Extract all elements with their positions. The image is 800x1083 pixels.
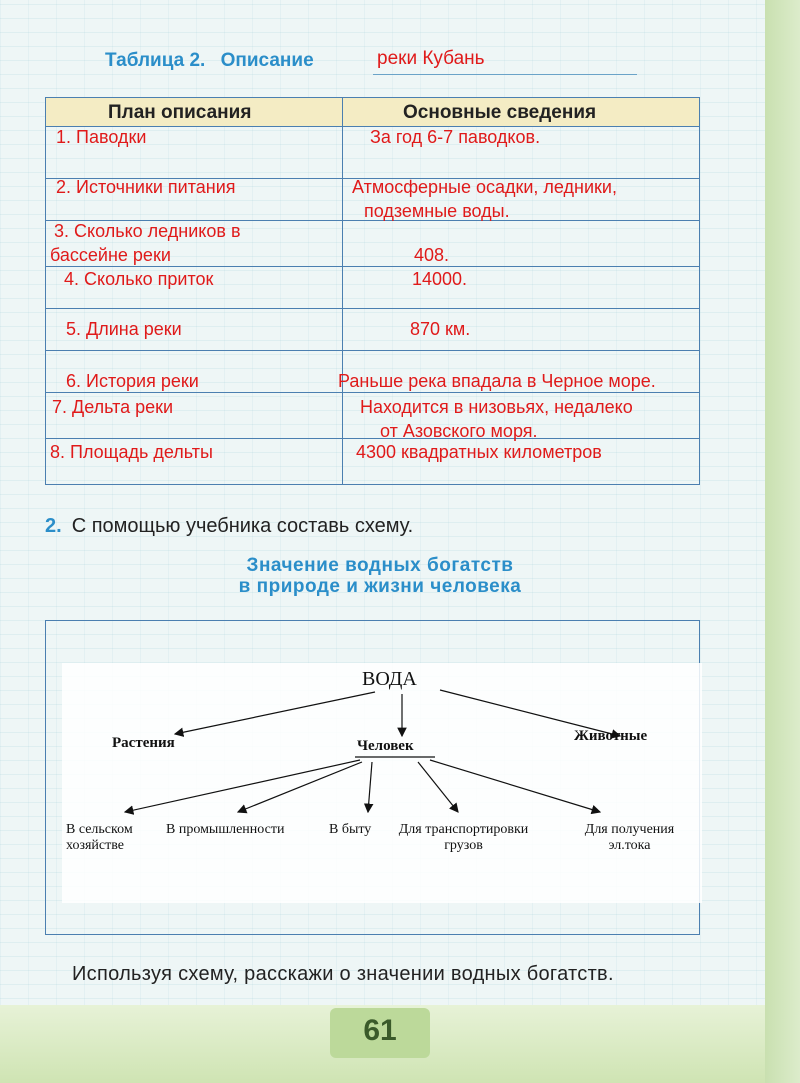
scheme-title-line1: Значение водных богатств [246,555,514,576]
scheme-title-line2: в природе и жизни человека [238,576,522,597]
task-number: 2. [45,515,62,537]
arrow-to-electricity [430,760,600,812]
table-title-answer: реки Кубань [373,48,637,75]
table-cell-info: Находится в низовьях, недалеко [360,397,633,417]
table-cell-plan: 3. Сколько ледников в [54,221,241,241]
table-cell-plan: 2. Источники питания [56,177,236,197]
table-cell-info: от Азовского моря. [380,421,538,441]
scheme-node-plants: Растения [112,735,175,751]
task-text: С помощью учебника составь схему. [71,515,414,537]
table-title-label: Таблица 2. [105,50,206,71]
arrow-to-plants [175,692,375,734]
table-cell-info: 4300 квадратных километров [356,442,602,462]
table-cell-plan: 5. Длина реки [66,319,182,339]
table-cell-plan: 6. История реки [66,371,199,391]
scheme-node-animals: Животные [574,728,648,744]
scheme-node-human: Человек [357,738,414,754]
scheme-leaf-line: грузов [444,838,483,853]
table-cell-plan: 7. Дельта реки [52,397,174,417]
scheme-leaf-line: Для транспортировки [398,822,529,837]
scheme-leaf-line: В сельском [66,822,133,837]
scheme-leaf [329,822,371,838]
table-cell-info: 14000. [412,269,468,289]
footer-instruction: Используя схему, расскажи о значении водных богатств. [72,963,614,985]
table-cell-info: 870 км. [410,319,471,339]
scheme-leaf [391,822,536,854]
table-cell-info: подземные воды. [364,201,510,221]
scheme-leaf-line: В быту [329,822,372,837]
scheme-leaf [166,822,284,838]
scheme-leaf-line: эл.тока [608,838,651,853]
page-number: 61 [363,1014,397,1047]
table-cell-plan: бассейне реки [50,245,171,265]
scheme-leaf-line: В промышленности [166,822,285,837]
scheme-root: ВОДА [362,668,417,690]
table-cell-plan: 1. Паводки [56,127,147,147]
arrow-to-agriculture [125,760,360,812]
table-header-plan: План описания [108,102,252,123]
scheme-leaf-line: Для получения [584,822,675,837]
scheme-leaf [66,822,133,854]
table-header-info: Основные сведения [403,102,597,123]
table-cell-info: Раньше река впадала в Черное море. [338,371,656,391]
table-title-label2: Описание [220,50,314,71]
scheme-leaf-line: хозяйстве [66,838,125,853]
arrow-to-transport [418,762,458,812]
arrow-to-industry [238,762,362,812]
arrow-to-household [368,762,372,812]
scheme-leaf [572,822,687,854]
table-cell-info: За год 6-7 паводков. [370,127,541,147]
table-cell-plan: 8. Площадь дельты [50,442,213,462]
table-cell-plan: 4. Сколько приток [64,269,214,289]
table-cell-info: 408. [414,245,450,265]
table-cell-info: Атмосферные осадки, ледники, [352,177,617,197]
